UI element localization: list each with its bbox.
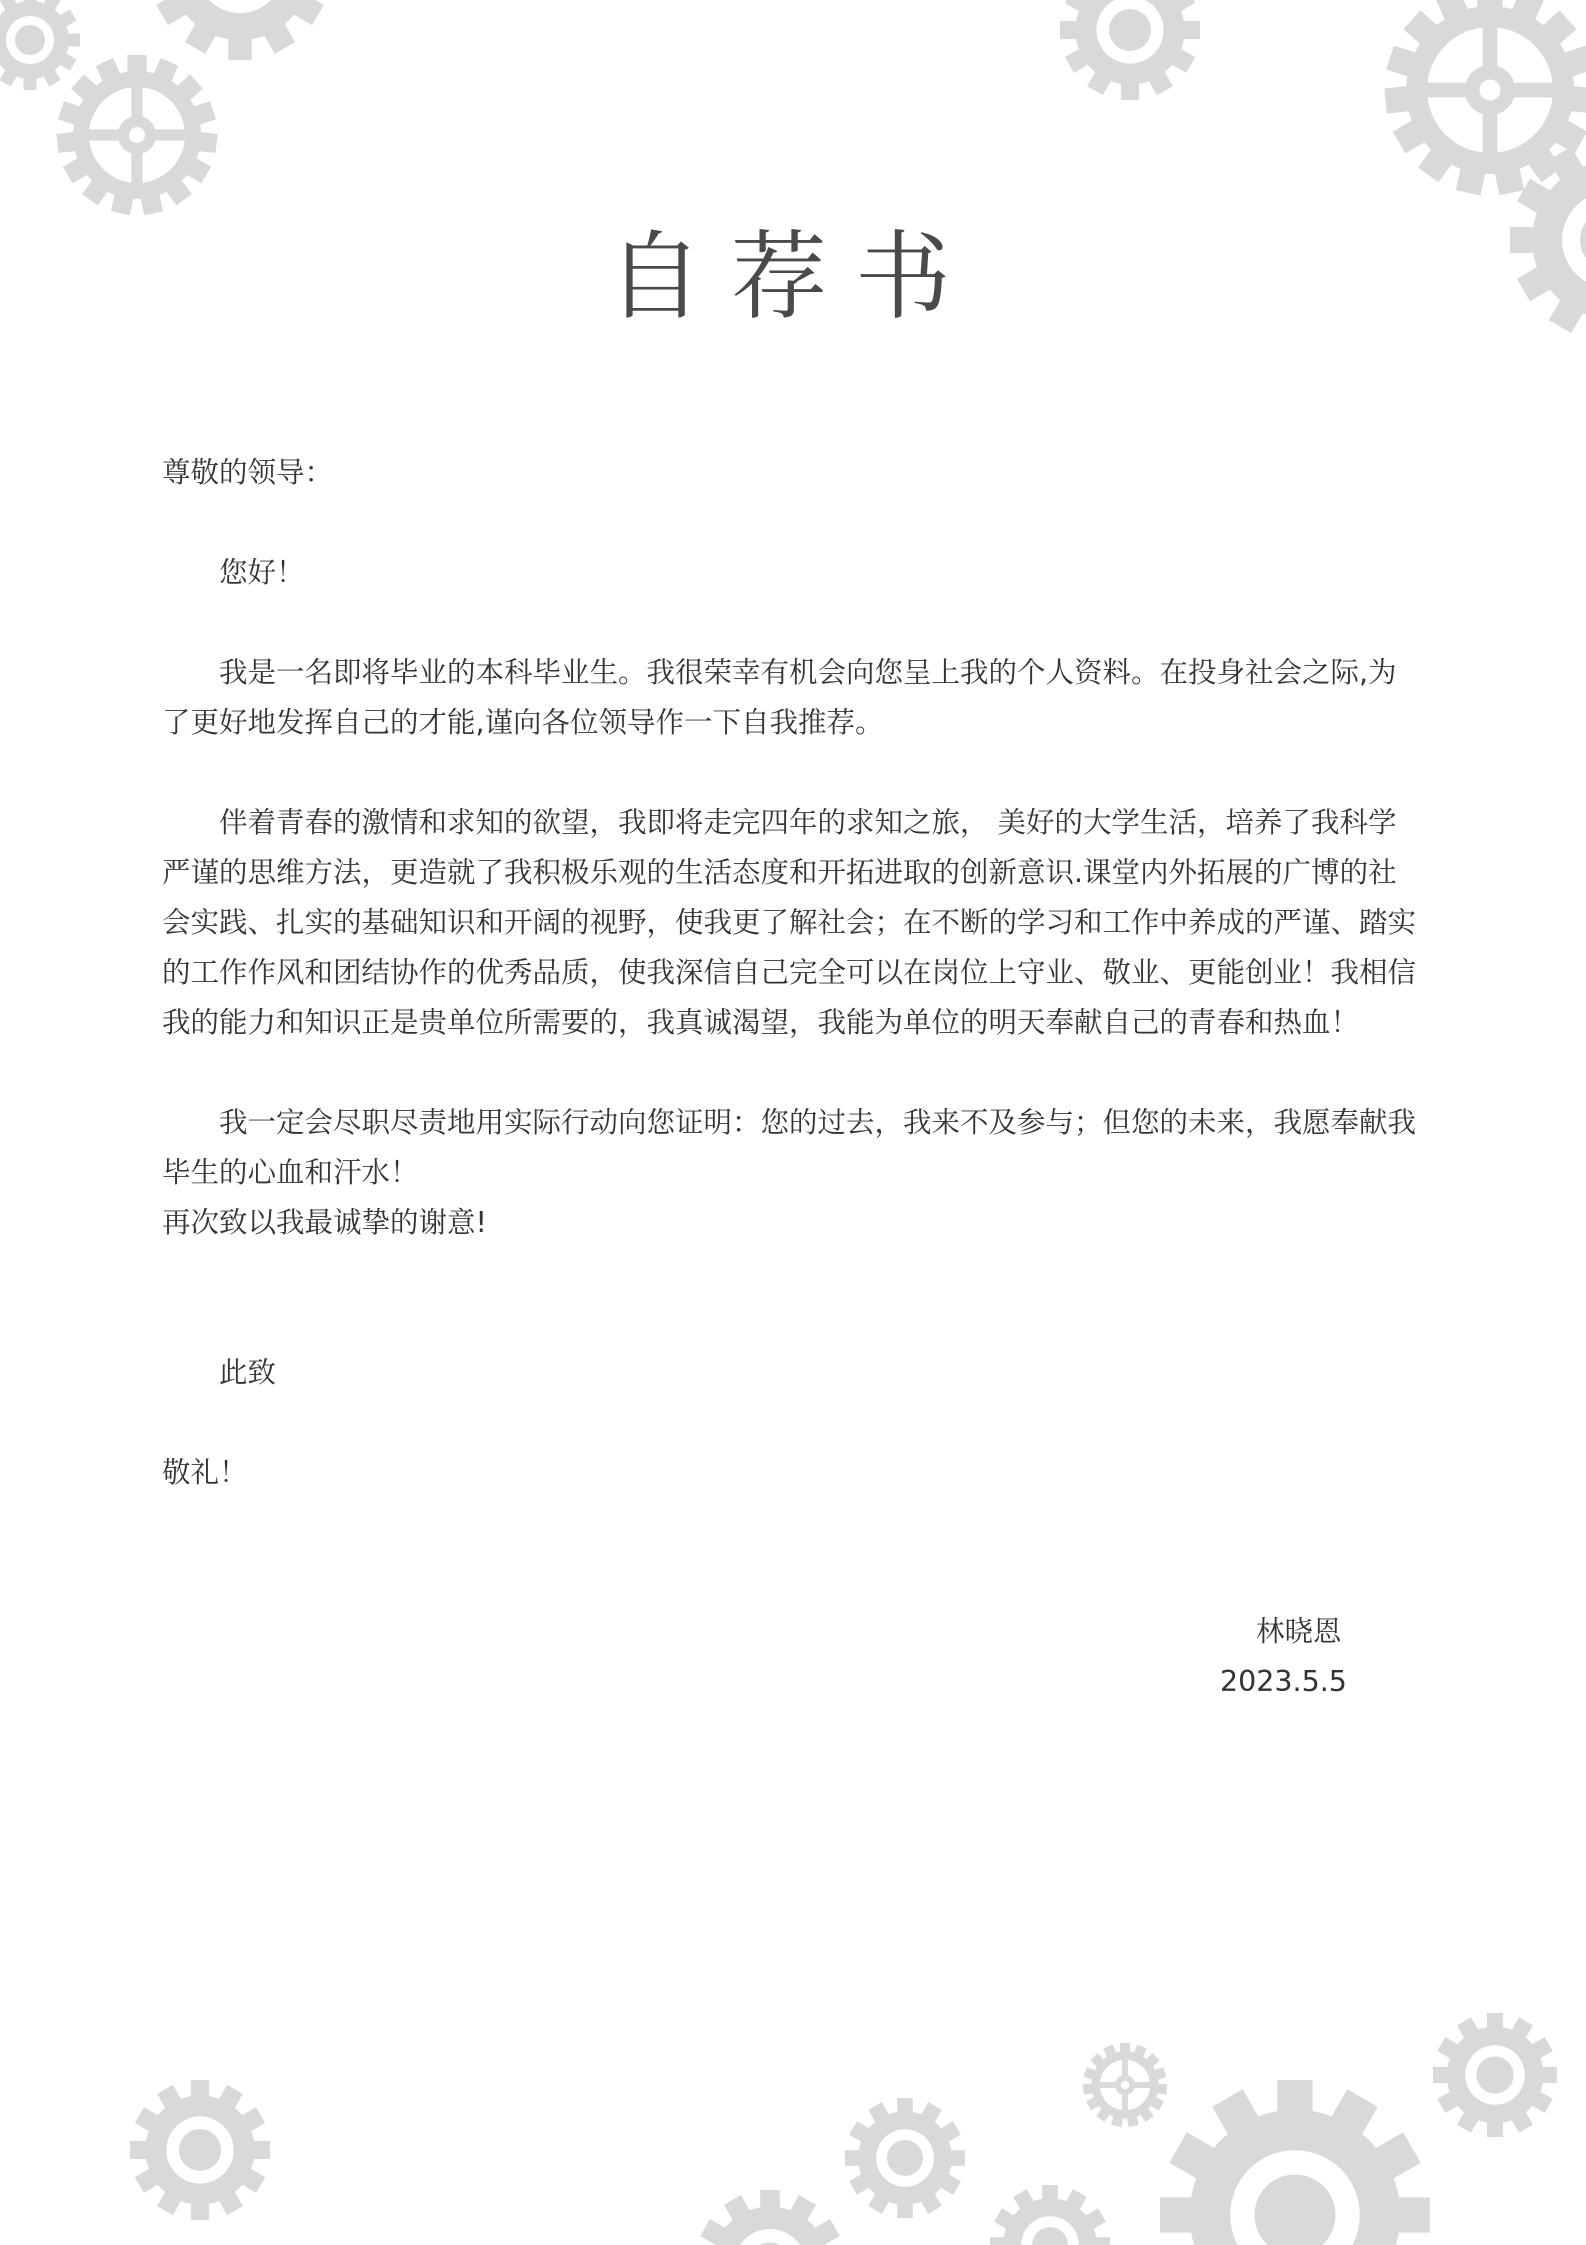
gear-icon <box>1160 2080 1430 2245</box>
gear-icon <box>1384 0 1586 195</box>
paragraph-experience: 伴着青春的激情和求知的欲望，我即将走完四年的求知之旅， 美好的大学生活，培养了我科学严谨的思维方法，更造就了我积极乐观的生活态度和开拓进取的创新意识.课堂内外拓展的广博的社会实践、扎实的基础知识和开阔的视野，使我更了解社会；在不断的学习和工作中养成的严谨、踏实的工作作风和团结协作的优秀品质，使我深信自己完全可以在岗位上守业、敬业、更能创业！我相信我的能力和知识正是贵单位所需要的，我真诚渴望，我能为单位的明天奉献自己的青春和热血！ <box>162 806 1417 1039</box>
gear-icon <box>1060 0 1200 100</box>
greeting: 您好！ <box>219 556 305 589</box>
gear-icon <box>990 2185 1110 2245</box>
signature-name: 林晓恩 <box>1256 1615 1342 1648</box>
gear-icon <box>150 0 330 60</box>
closing-line: 此致 <box>219 1356 277 1389</box>
signature-block <box>1220 1607 1400 1707</box>
salutation: 尊敬的领导： <box>162 456 334 489</box>
regards-line: 敬礼！ <box>162 1456 248 1489</box>
gear-icon <box>0 0 80 90</box>
gear-icon <box>130 2080 270 2220</box>
gear-icon <box>56 55 217 215</box>
paragraph-commitment: 我一定会尽职尽责地用实际行动向您证明：您的过去，我来不及参与；但您的未来，我愿奉献我毕生的心血和汗水！ <box>162 1106 1417 1189</box>
gear-icon <box>695 2190 845 2245</box>
signature-date: 2023.5.5 <box>1220 1665 1347 1698</box>
gear-icon <box>845 2098 965 2218</box>
paragraph-intro: 我是一名即将毕业的本科毕业生。我很荣幸有机会向您呈上我的个人资料。在投身社会之际,为了更好地发挥自己的才能,谨向各位领导作一下自我推荐。 <box>162 656 1397 739</box>
letter-body <box>162 448 1424 1498</box>
page-title: 自荐书 <box>607 221 979 333</box>
thanks-line: 再次致以我最诚挚的谢意! <box>162 1206 487 1239</box>
gear-icon <box>1083 2043 1168 2127</box>
gear-icon <box>1433 2013 1557 2137</box>
